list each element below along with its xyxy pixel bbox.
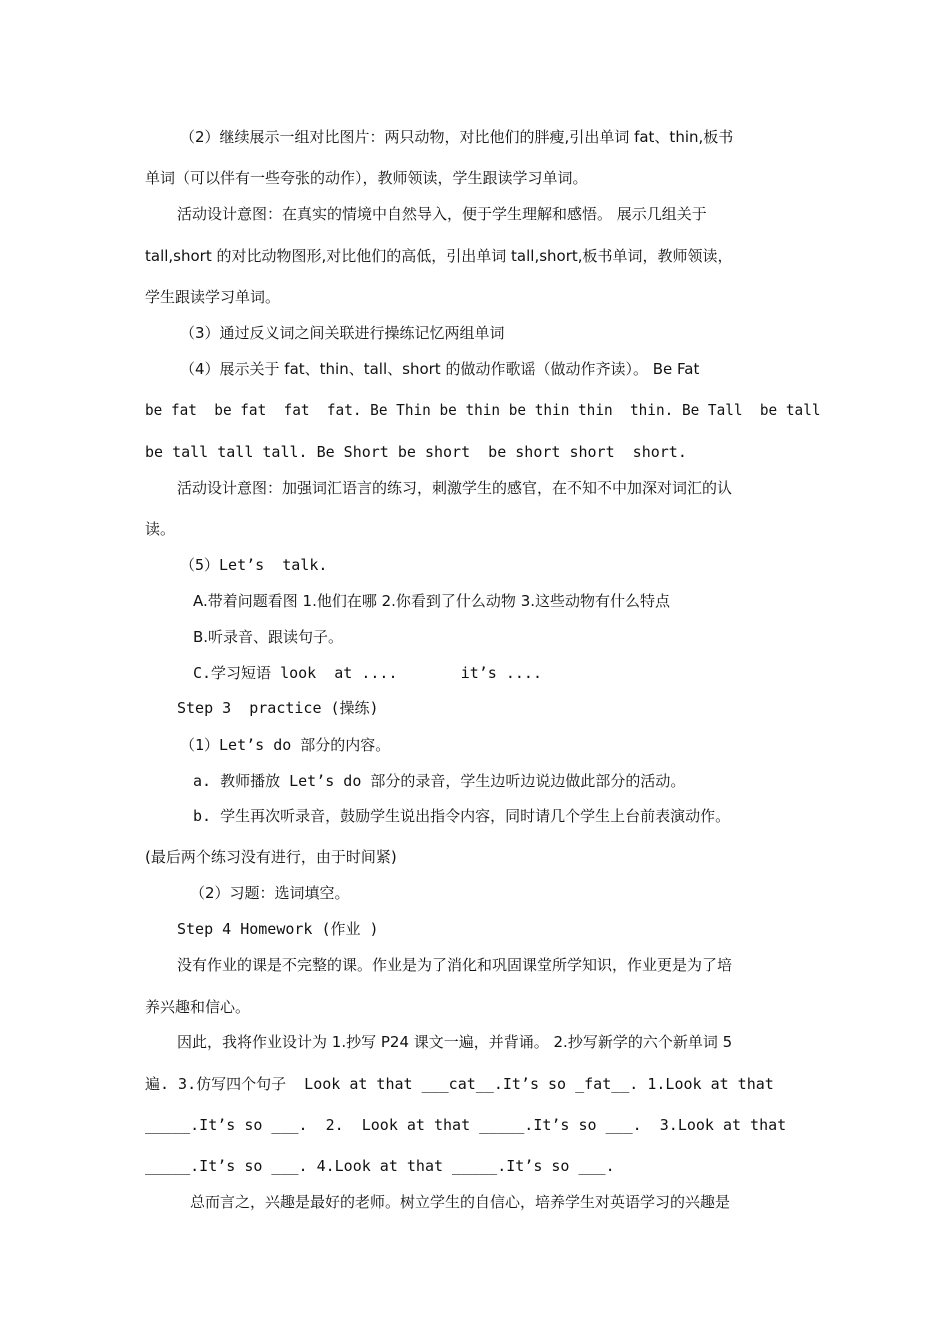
paragraph-line: （2）习题：选词填空。	[190, 884, 350, 902]
paragraph-line: （3）通过反义词之间关联进行操练记忆两组单词	[180, 324, 505, 342]
paragraph-line: 单词（可以伴有一些夸张的动作），教师领读，学生跟读学习单词。	[145, 169, 588, 187]
paragraph-line: （1）Let’s do 部分的内容。	[180, 736, 391, 754]
paragraph-line: （2）继续展示一组对比图片：两只动物，对比他们的胖瘦,引出单词 fat、thin,板书	[180, 128, 734, 146]
paragraph-line: 因此，我将作业设计为 1.抄写 P24 课文一遍，并背诵。 2.抄写新学的六个新单词 5	[177, 1033, 733, 1051]
paragraph-line: C.学习短语 look at .... it’s ....	[193, 664, 542, 682]
paragraph-line: （5）Let’s talk.	[180, 556, 328, 574]
paragraph-line: _____.It’s so ___. 4.Look at that _____.It’s so ___.	[145, 1157, 615, 1175]
paragraph-line: Step 4 Homework (作业 )	[177, 920, 379, 938]
paragraph-line: B.听录音、跟读句子。	[193, 628, 344, 646]
paragraph-line: b. 学生再次听录音，鼓励学生说出指令内容，同时请几个学生上台前表演动作。	[193, 807, 731, 825]
paragraph-line: _____.It’s so ___. 2. Look at that _____.It’s so ___. 3.Look at that	[145, 1116, 787, 1134]
paragraph-line: 总而言之，兴趣是最好的老师。树立学生的自信心，培养学生对英语学习的兴趣是	[190, 1193, 731, 1211]
paragraph-line: 活动设计意图：加强词汇语言的练习，刺激学生的感官，在不知不中加深对词汇的认	[177, 479, 733, 497]
paragraph-line: tall,short 的对比动物图形,对比他们的高低，引出单词 tall,short,板书单词，教师领读，	[145, 247, 733, 265]
paragraph-line: A.带着问题看图 1.他们在哪 2.你看到了什么动物 3.这些动物有什么特点	[193, 592, 671, 610]
paragraph-line: be fat be fat fat fat. Be Thin be thin be thin thin thin. Be Tall be tall	[145, 401, 821, 419]
paragraph-line: Step 3 practice (操练)	[177, 699, 379, 717]
paragraph-line: 遍. 3.仿写四个句子 Look at that ___cat__.It’s so _fat__. 1.Look at that	[145, 1075, 774, 1093]
paragraph-line: 养兴趣和信心。	[145, 998, 251, 1016]
paragraph-line: 活动设计意图：在真实的情境中自然导入，便于学生理解和感悟。 展示几组关于	[177, 205, 707, 223]
paragraph-line: be tall tall tall. Be Short be short be short short short.	[145, 443, 687, 461]
paragraph-line: (最后两个练习没有进行，由于时间紧)	[145, 848, 397, 866]
paragraph-line: 学生跟读学习单词。	[145, 288, 281, 306]
paragraph-line: 没有作业的课是不完整的课。作业是为了消化和巩固课堂所学知识，作业更是为了培	[177, 956, 733, 974]
paragraph-line: 读。	[145, 520, 176, 538]
paragraph-line: （4）展示关于 fat、thin、tall、short 的做动作歌谣（做动作齐读）。 Be Fat	[180, 360, 700, 378]
paragraph-line: a. 教师播放 Let’s do 部分的录音，学生边听边说边做此部分的活动。	[193, 772, 686, 790]
